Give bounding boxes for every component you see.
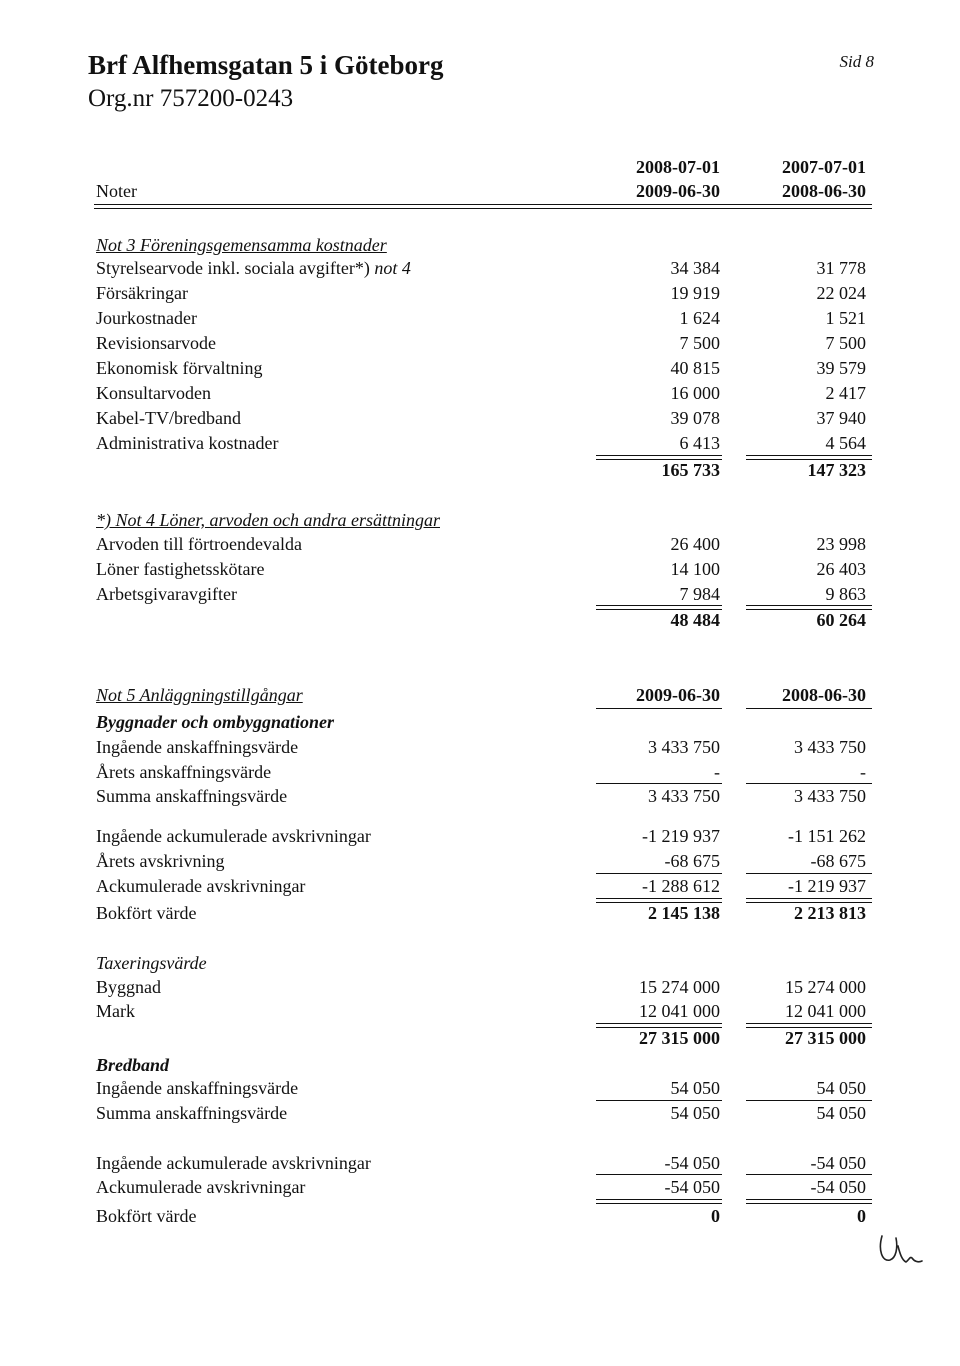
row-value-2008: - xyxy=(860,762,866,782)
note3-total-2008: 147 323 xyxy=(807,460,866,480)
row-value-2008: 2 213 813 xyxy=(794,903,866,923)
byggnader-ingaende-row xyxy=(0,737,960,763)
row-label: Byggnad xyxy=(96,977,161,997)
bredband-bokfort-rule-col1 xyxy=(596,1199,722,1204)
note3-row-label: Ekonomisk förvaltning xyxy=(96,358,263,378)
bredband-ack-rule-col2 xyxy=(746,1174,872,1175)
note3-row xyxy=(0,258,960,284)
note3-row-value-2009: 1 624 xyxy=(679,308,720,328)
note5-heading: Not 5 Anläggningstillgångar xyxy=(96,685,303,705)
note3-row-label: Styrelsearvode inkl. sociala avgifter*) not 4 xyxy=(96,258,411,278)
row-label: Mark xyxy=(96,1001,135,1021)
row-value-2009: -54 050 xyxy=(664,1153,720,1173)
taxering-total-2008: 27 315 000 xyxy=(785,1028,866,1048)
row-label: Ingående anskaffningsvärde xyxy=(96,737,299,757)
row-label: Summa anskaffningsvärde xyxy=(96,1103,288,1123)
note4-row-value-2009: 7 984 xyxy=(679,584,720,604)
byggnader-bokfort-row xyxy=(0,903,960,929)
taxering-heading: Taxeringsvärde xyxy=(96,953,207,973)
note3-row-value-2009: 16 000 xyxy=(670,383,720,403)
note4-row-label: Arbetsgivaravgifter xyxy=(96,584,237,604)
row-value-2009: 3 433 750 xyxy=(648,786,720,806)
note4-row-label: Löner fastighetsskötare xyxy=(96,559,265,579)
taxering-total-2009: 27 315 000 xyxy=(639,1028,720,1048)
note4-row xyxy=(0,559,960,585)
header-double-rule xyxy=(94,204,872,209)
noter-label: Noter xyxy=(96,181,137,201)
note5-col1-date: 2009-06-30 xyxy=(636,685,720,705)
taxering-total-row xyxy=(0,1028,960,1054)
col1-end-date: 2009-06-30 xyxy=(636,181,720,201)
note3-row-label: Revisionsarvode xyxy=(96,333,216,353)
note3-row-label: Försäkringar xyxy=(96,283,188,303)
bredband-ing-avskr-row xyxy=(0,1153,960,1179)
row-value-2008: -54 050 xyxy=(810,1153,866,1173)
row-label: Ackumulerade avskrivningar xyxy=(96,876,306,896)
row-label: Bokfört värde xyxy=(96,1206,197,1226)
row-value-2009: -68 675 xyxy=(664,851,720,871)
row-value-2009: 54 050 xyxy=(670,1078,720,1098)
col2-start-date: 2007-07-01 xyxy=(782,157,866,177)
row-value-2008: -68 675 xyxy=(810,851,866,871)
note3-row xyxy=(0,333,960,359)
row-label: Ingående anskaffningsvärde xyxy=(96,1078,299,1098)
note4-row xyxy=(0,534,960,560)
note3-row-value-2009: 7 500 xyxy=(679,333,720,353)
bredband-bokfort-row xyxy=(0,1206,960,1232)
note4-row-value-2008: 23 998 xyxy=(816,534,866,554)
byggnader-heading-row xyxy=(0,712,960,738)
row-value-2009: -1 219 937 xyxy=(642,826,720,846)
note3-row xyxy=(0,383,960,409)
row-label: Årets avskrivning xyxy=(96,851,225,871)
row-value-2008: 54 050 xyxy=(816,1078,866,1098)
note3-row-value-2009: 39 078 xyxy=(670,408,720,428)
summa-rule-col1 xyxy=(596,783,722,784)
taxering-heading-row xyxy=(0,953,960,979)
row-label: Bokfört värde xyxy=(96,903,197,923)
row-value-2008: 15 274 000 xyxy=(785,977,866,997)
note4-total-row xyxy=(0,610,960,636)
handwritten-initials-signature xyxy=(876,1230,926,1270)
note3-row-label: Konsultarvoden xyxy=(96,383,211,403)
note3-row-value-2008: 22 024 xyxy=(816,283,866,303)
note4-row-label: Arvoden till förtroendevalda xyxy=(96,534,302,554)
row-value-2009: 15 274 000 xyxy=(639,977,720,997)
note3-row-label: Kabel-TV/bredband xyxy=(96,408,241,428)
note3-row-value-2008: 1 521 xyxy=(825,308,866,328)
note3-total-2009: 165 733 xyxy=(661,460,720,480)
row-value-2008: 54 050 xyxy=(816,1103,866,1123)
note3-heading: Not 3 Föreningsgemensamma kostnader xyxy=(96,235,387,255)
note3-row xyxy=(0,408,960,434)
note4-row-value-2008: 9 863 xyxy=(825,584,866,604)
bredband-ack-rule-col1 xyxy=(596,1174,722,1175)
bredband-bokfort-rule-col2 xyxy=(746,1199,872,1204)
note4-total-2009: 48 484 xyxy=(670,610,720,630)
association-title: Brf Alfhemsgatan 5 i Göteborg xyxy=(88,50,444,80)
note4-heading: *) Not 4 Löner, arvoden och andra ersättningar xyxy=(96,510,440,530)
note3-row-value-2009: 6 413 xyxy=(679,433,720,453)
column-header-line1 xyxy=(0,157,960,183)
row-value-2008: 3 433 750 xyxy=(794,786,866,806)
row-label: Summa anskaffningsvärde xyxy=(96,786,288,806)
note3-row xyxy=(0,283,960,309)
note4-row-value-2008: 26 403 xyxy=(816,559,866,579)
note3-row-value-2009: 34 384 xyxy=(670,258,720,278)
summa-rule-col2 xyxy=(746,783,872,784)
row-value-2009: - xyxy=(714,762,720,782)
note4-total-2008: 60 264 xyxy=(816,610,866,630)
row-label: Ingående ackumulerade avskrivningar xyxy=(96,826,371,846)
note3-total-row xyxy=(0,460,960,486)
row-value-2008: 0 xyxy=(857,1206,866,1226)
row-label: Årets anskaffningsvärde xyxy=(96,762,272,782)
row-value-2009: -54 050 xyxy=(664,1177,720,1197)
row-label: Ingående ackumulerade avskrivningar xyxy=(96,1153,371,1173)
row-value-2009: 0 xyxy=(711,1206,720,1226)
row-value-2009: 54 050 xyxy=(670,1103,720,1123)
row-value-2008: 12 041 000 xyxy=(785,1001,866,1021)
row-value-2008: 3 433 750 xyxy=(794,737,866,757)
col2-end-date: 2008-06-30 xyxy=(782,181,866,201)
note5-header-rule-col1 xyxy=(596,708,722,709)
note3-row-value-2008: 31 778 xyxy=(816,258,866,278)
byggnader-summa-row xyxy=(0,786,960,812)
ack-rule-col2 xyxy=(746,873,872,874)
row-label: Ackumulerade avskrivningar xyxy=(96,1177,306,1197)
note4-heading-row xyxy=(0,510,960,536)
org-number: Org.nr 757200-0243 xyxy=(88,85,294,112)
row-value-2009: -1 288 612 xyxy=(642,876,720,896)
row-value-2008: -1 151 262 xyxy=(788,826,866,846)
note3-row-value-2009: 19 919 xyxy=(670,283,720,303)
note3-row-value-2008: 4 564 xyxy=(825,433,866,453)
bredband-heading: Bredband xyxy=(96,1055,170,1075)
row-value-2009: 12 041 000 xyxy=(639,1001,720,1021)
bredband-summa-rule-col1 xyxy=(596,1100,722,1101)
note3-row-value-2008: 39 579 xyxy=(816,358,866,378)
note3-row-value-2008: 7 500 xyxy=(825,333,866,353)
bredband-summa-rule-col2 xyxy=(746,1100,872,1101)
bredband-summa-row xyxy=(0,1103,960,1129)
byggnader-ing-avskr-row xyxy=(0,826,960,852)
note3-row-label: Jourkostnader xyxy=(96,308,197,328)
note5-header-rule-col2 xyxy=(746,708,872,709)
byggnader-arets-row xyxy=(0,762,960,788)
row-value-2009: 3 433 750 xyxy=(648,737,720,757)
row-value-2008: -54 050 xyxy=(810,1177,866,1197)
note3-row xyxy=(0,308,960,334)
note3-row-value-2008: 2 417 xyxy=(825,383,866,403)
row-value-2009: 2 145 138 xyxy=(648,903,720,923)
note3-row-label: Administrativa kostnader xyxy=(96,433,279,453)
ack-rule-col1 xyxy=(596,873,722,874)
note4-row-value-2009: 14 100 xyxy=(670,559,720,579)
note3-row-value-2008: 37 940 xyxy=(816,408,866,428)
byggnader-heading: Byggnader och ombyggnationer xyxy=(96,712,335,732)
note4-row-value-2009: 26 400 xyxy=(670,534,720,554)
row-value-2008: -1 219 937 xyxy=(788,876,866,896)
col1-start-date: 2008-07-01 xyxy=(636,157,720,177)
taxering-byggnad-row xyxy=(0,977,960,1003)
note5-col2-date: 2008-06-30 xyxy=(782,685,866,705)
page-number: Sid 8 xyxy=(839,52,874,71)
note3-row-value-2009: 40 815 xyxy=(670,358,720,378)
note3-row xyxy=(0,358,960,384)
